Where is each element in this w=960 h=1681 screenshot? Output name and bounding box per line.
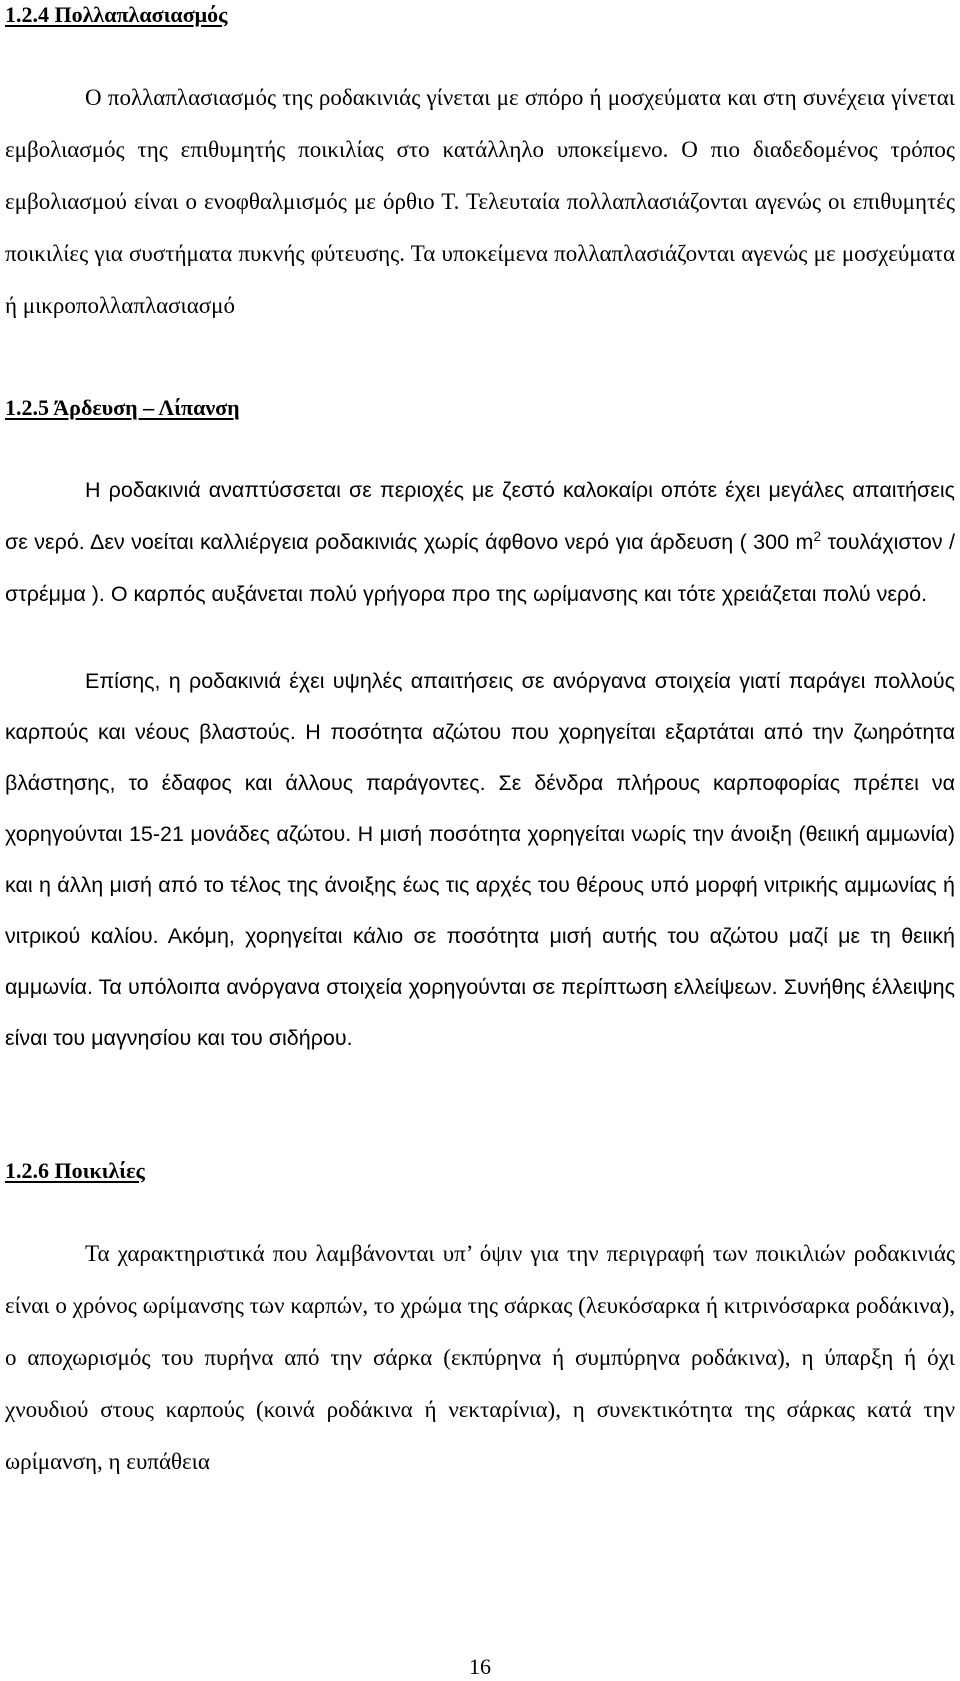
paragraph-propagation: Ο πολλαπλασιασμός της ροδακινιάς γίνεται με σπόρο ή μοσχεύματα και στη συνέχεια γίνεται εμβολιασμός της επιθυμητής ποικιλίας στο κατάλληλο υποκείμενο. Ο πιο διαδεδομένος τρόπος εμβολιασμού είναι ο ενοφθαλμισμός με όρθιο Τ. Τελευταία πολλαπλασιάζονται αγενώς οι επιθυμητές ποικιλίες για συστήματα πυκνής φύτευσης. Τα υποκείμενα πολλαπλασιάζονται αγενώς με μοσχεύματα ή μικροπολλαπλασιασμό <box>5 85 955 318</box>
section-heading-varieties: 1.2.6 Ποικιλίες <box>5 1158 145 1183</box>
paragraph-fertilization: Επίσης, η ροδακινιά έχει υψηλές απαιτήσεις σε ανόργανα στοιχεία γιατί παράγει πολλούς καρπούς και νέους βλαστούς. Η ποσότητα αζώτου που χορηγείται εξαρτάται από την ζωηρότητα βλάστησης, το έδαφος και άλλους παράγοντες. Σε δένδρα πλήρους καρποφορίας πρέπει να χορηγούνται 15-21 μονάδες αζώτου. Η μισή ποσότητα χορηγείται νωρίς την άνοιξη (θειική αμμωνία) και η άλλη μισή από το τέλος της άνοιξης έως τις αρχές του θέρους υπό μορφή νιτρικής αμμωνίας ή νιτρικού καλίου. Ακόμη, χορηγείται κάλιο σε ποσότητα μισή αυτής του αζώτου μαζί με τη θειική αμμωνία. Τα υπόλοιπα ανόργανα στοιχεία χορηγούνται σε περίπτωση ελλείψεων. Συνήθης έλλειψης είναι του μαγνησίου και του σιδήρου. <box>5 669 955 1050</box>
page-number: 16 <box>469 1654 491 1679</box>
paragraph-irrigation-text-before: Η ροδακινιά αναπτύσσεται σε περιοχές με ζεστό καλοκαίρι οπότε έχει μεγάλες απαιτήσεις σε νερό. Δεν νοείται καλλιέργεια ροδακινιάς χωρίς άφθονο νερό για άρδευση ( 300 m <box>5 478 955 554</box>
paragraph-varieties: Τα χαρακτηριστικά που λαμβάνονται υπ’ όψιν για την περιγραφή των ποικιλιών ροδακινιάς είναι ο χρόνος ωρίμανσης των καρπών, το χρώμα της σάρκας (λευκόσαρκα ή κιτρινόσαρκα ροδάκινα), ο αποχωρισμός του πυρήνα από την σάρκα (εκπύρηνα ή συμπύρηνα ροδάκινα), η ύπαρξη ή όχι χνουδιού στους καρπούς (κοινά ροδάκινα ή νεκταρίνια), η συνεκτικότητα της σάρκας κατά την ωρίμανση, η ευπάθεια <box>5 1241 955 1474</box>
unit-exponent: 2 <box>813 527 822 544</box>
paragraph-irrigation-text-after: τουλάχιστον / στρέμμα ). Ο καρπός αυξάνεται πολύ γρήγορα προ της ωρίμανσης και τότε χρειάζεται πολύ νερό. <box>5 530 955 606</box>
paragraph-irrigation <box>5 464 955 620</box>
section-heading-irrigation-fertilization: 1.2.5 Άρδευση – Λίπανση <box>5 395 240 420</box>
section-heading-propagation: 1.2.4 Πολλαπλασιασμός <box>5 2 228 27</box>
document-page <box>5 0 955 1681</box>
